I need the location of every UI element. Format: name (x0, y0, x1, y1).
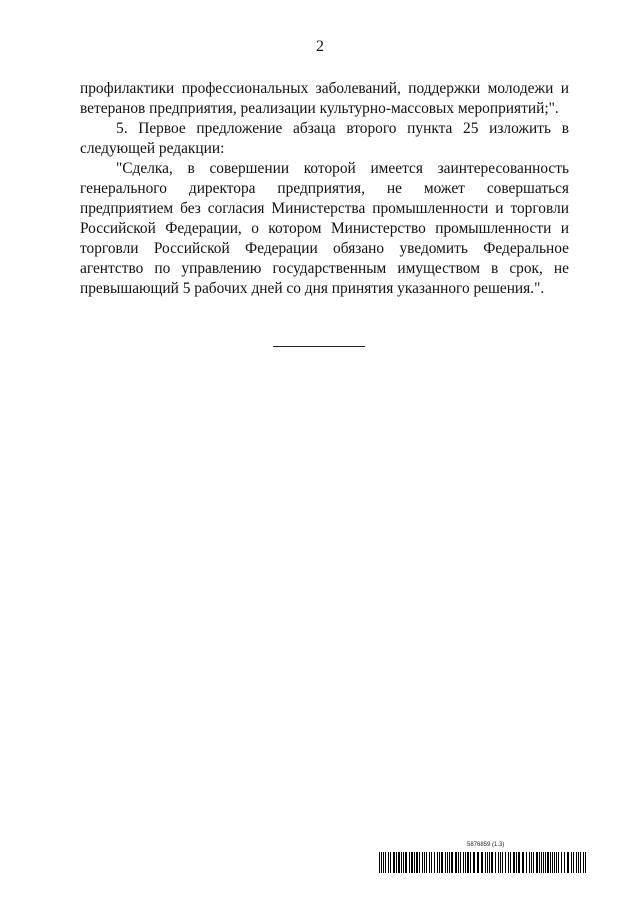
document-body (80, 79, 569, 299)
paragraph-item-5: 5. Первое предложение абзаца второго пункта 25 изложить в следующей редакции: (80, 120, 569, 157)
page-number: 2 (316, 38, 324, 55)
barcode-label: 5876859 (1.3) (467, 842, 505, 848)
paragraph-quoted-text: "Сделка, в совершении которой имеется заинтересованность генерального директора предприятия, не может совершаться предприятием без согласия Министерства промышленности и торговли Российской Федерации, о котором Министерство промышленности и торговли Российской Федерации обязано уведомить Федеральное агентство по управлению государственным имуществом в срок, не превышающий 5 рабочих дней со дня принятия указанного решения.". (80, 160, 569, 297)
paragraph-continuation: профилактики профессиональных заболеваний, поддержки молодежи и ветеранов предприятия, реализации культурно-массовых мероприятий;". (80, 80, 569, 117)
barcode-icon (379, 852, 588, 873)
end-divider (273, 346, 365, 347)
